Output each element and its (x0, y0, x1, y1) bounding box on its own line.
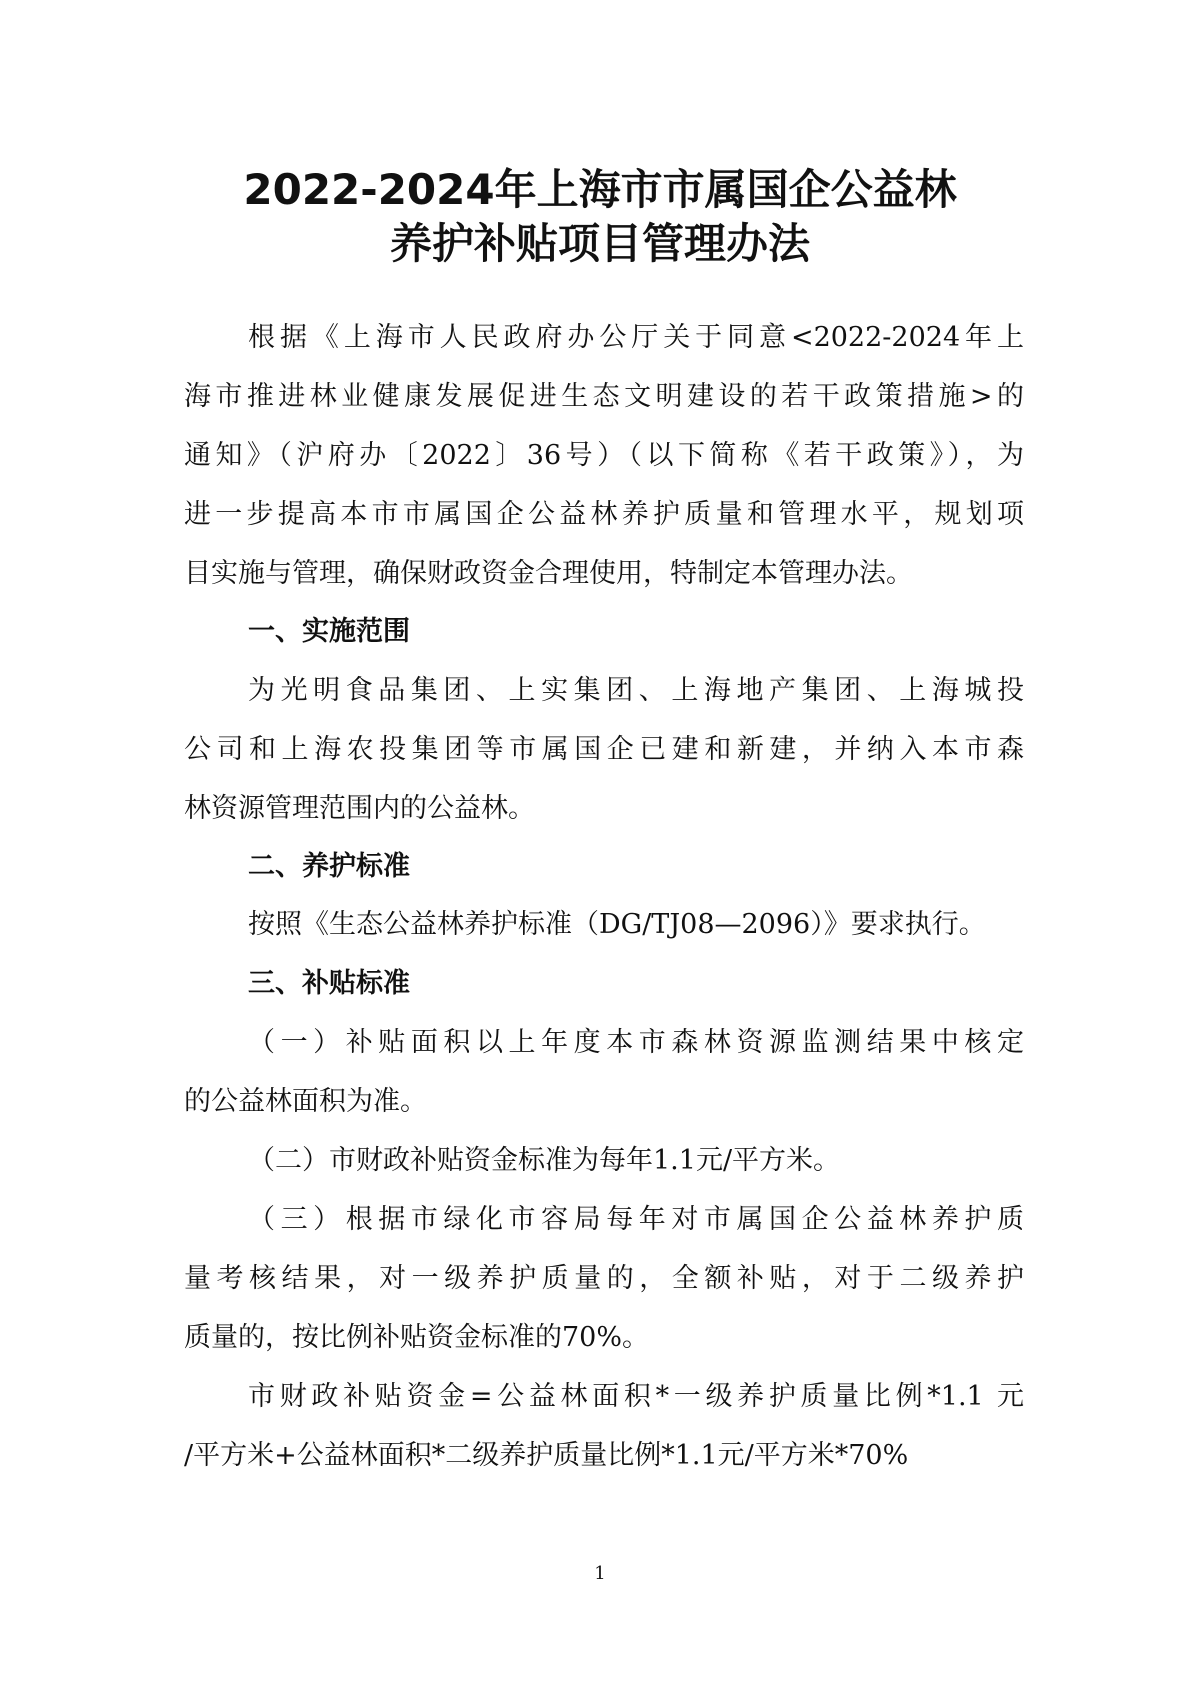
section-3-item-1-line-1: （一）补贴面积以上年度本市森林资源监测结果中核定 (248, 1027, 1024, 1058)
intro-line-5: 目实施与管理，确保财政资金合理使用，特制定本管理办法。 (184, 558, 913, 589)
section-3-item-3-line-1: （三）根据市绿化市容局每年对市属国企公益林养护质 (248, 1204, 1024, 1235)
section-1-line-2: 公司和上海农投集团等市属国企已建和新建，并纳入本市森 (184, 734, 1024, 765)
section-2-line-1: 按照《生态公益林养护标准（DG/TJ08—2096）》要求执行。 (248, 909, 986, 940)
intro-line-1: 根据《上海市人民政府办公厅关于同意<2022-2024年上 (248, 322, 1024, 353)
section-1-line-1: 为光明食品集团、上实集团、上海地产集团、上海城投 (248, 675, 1024, 706)
intro-line-3: 通知》（沪府办〔2022〕36号）（以下简称《若干政策》），为 (184, 440, 1024, 471)
section-3-heading: 三、补贴标准 (248, 968, 410, 999)
intro-line-4: 进一步提高本市市属国企公益林养护质量和管理水平，规划项 (184, 499, 1024, 530)
page-number: 1 (594, 1563, 606, 1584)
section-1-line-3: 林资源管理范围内的公益林。 (184, 793, 535, 824)
section-3-item-1-line-2: 的公益林面积为准。 (184, 1086, 427, 1117)
document-title-line-1: 2022-2024年上海市市属国企公益林 (243, 165, 957, 214)
document-title-line-2: 养护补贴项目管理办法 (389, 219, 810, 268)
section-1-heading: 一、实施范围 (248, 616, 410, 647)
section-3-item-2-line-1: （二）市财政补贴资金标准为每年1.1元/平方米。 (248, 1145, 841, 1176)
section-2-heading: 二、养护标准 (248, 851, 410, 882)
intro-line-2: 海市推进林业健康发展促进生态文明建设的若干政策措施>的 (184, 381, 1024, 412)
formula-line-1: 市财政补贴资金=公益林面积*一级养护质量比例*1.1 元 (248, 1381, 1024, 1412)
section-3-item-3-line-2: 量考核结果，对一级养护质量的，全额补贴，对于二级养护 (184, 1263, 1024, 1294)
section-3-item-3-line-3: 质量的，按比例补贴资金标准的70%。 (184, 1322, 650, 1353)
formula-line-2: /平方米+公益林面积*二级养护质量比例*1.1元/平方米*70% (184, 1440, 909, 1471)
